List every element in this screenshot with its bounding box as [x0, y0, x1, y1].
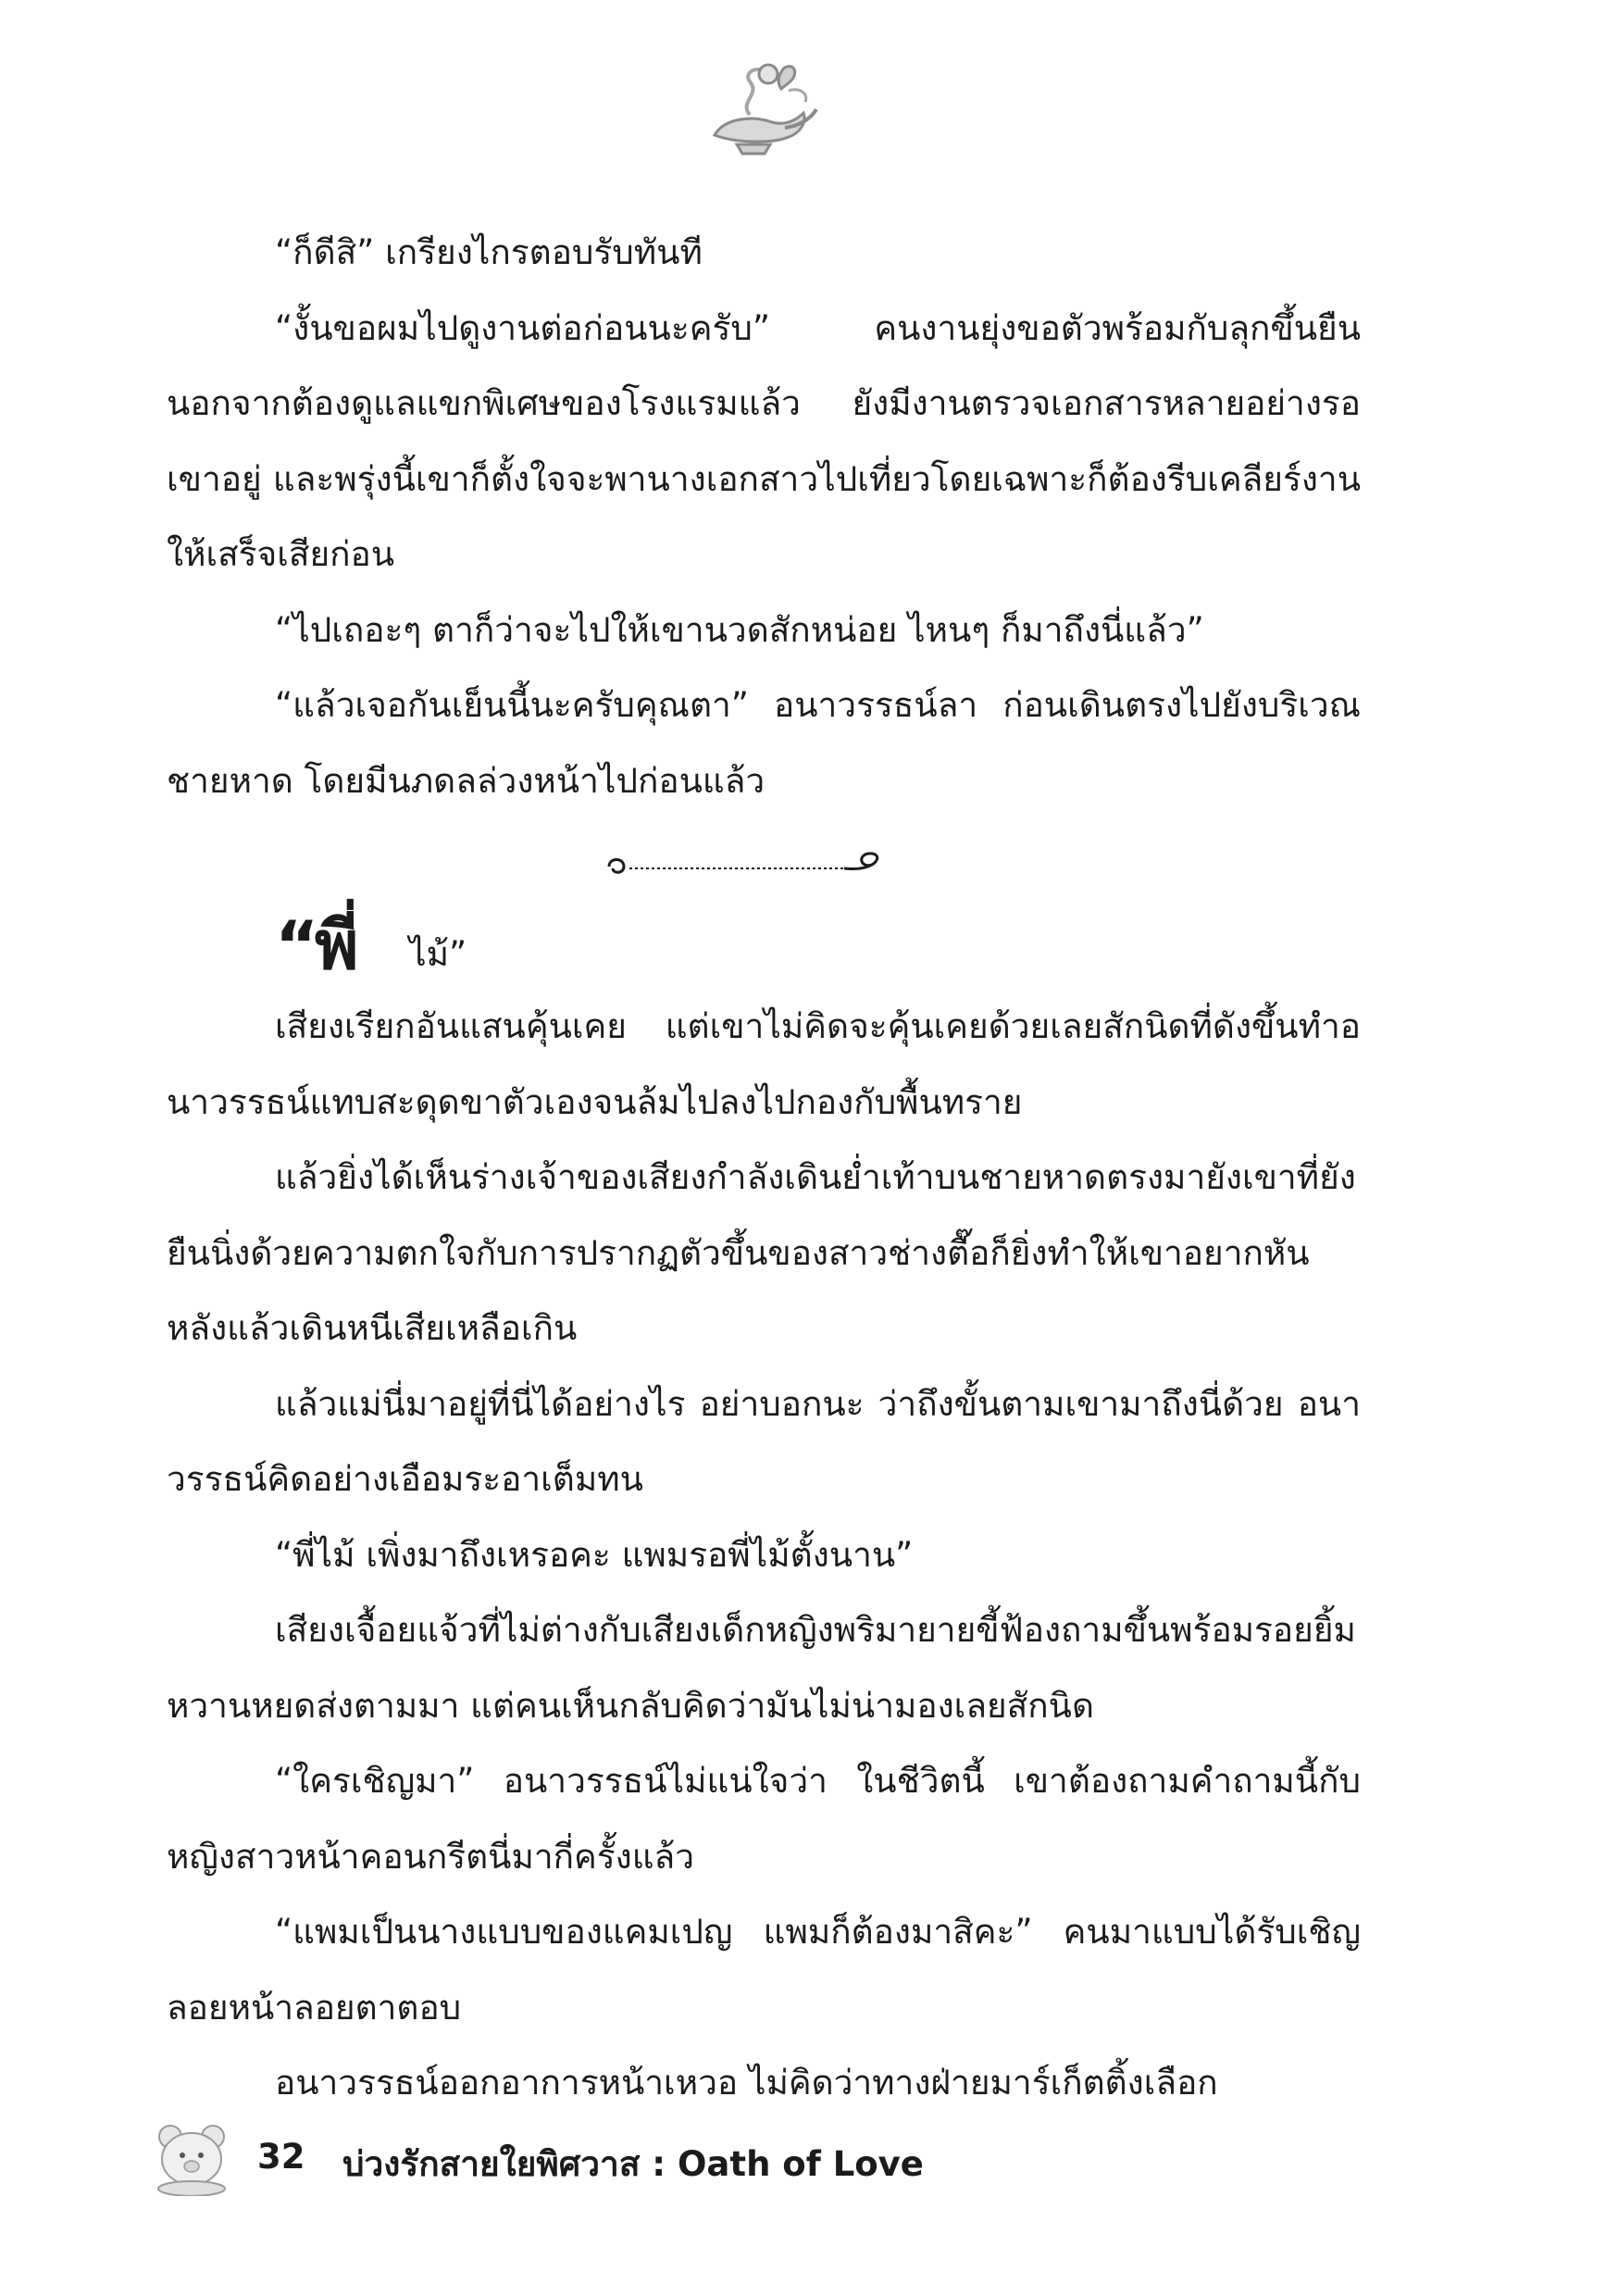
genie-lamp-icon: [696, 54, 826, 165]
paragraph: แล้วยิ่งได้เห็นร่างเจ้าของเสียงกำลังเดินย่ำเท้าบนชายหาดตรงมายังเขาที่ยังยืนนิ่งด้วยความตกใจกับการปรากฏตัวขึ้นของสาวช่างตื๊อก็ยิ่งทำให้เขาอยากหันหลังแล้วเดินหนีเสียเหลือเกิน: [167, 1157, 1356, 1348]
section-divider: [167, 818, 1361, 902]
paragraph: อนาวรรธน์ออกอาการหน้าเหวอ ไม่คิดว่าทางฝ่ายมาร์เก็ตติ้งเลือก: [275, 2063, 1218, 2103]
paragraph: เสียงเรียกอันแสนคุ้นเคย แต่เขาไม่คิดจะคุ้นเคยด้วยเลยสักนิดที่ดังขึ้นทำอนาวรรธน์แทบสะดุดขาตัวเองจนล้มไปลงไปกองกับพื้นทราย: [167, 1006, 1361, 1122]
paragraph: “พี่ไม้ เพิ่งมาถึงเหรอคะ แพมรอพี่ไม้ตั้งนาน”: [275, 1534, 914, 1575]
paragraph: เสียงเจื้อยแจ้วที่ไม่ต่างกับเสียงเด็กหญิงพริมายายขี้ฟ้องถามขึ้นพร้อมรอยยิ้มหวานหยดส่งตามมา แต่คนเห็นกลับคิดว่ามันไม่น่ามองเลยสักนิด: [167, 1610, 1356, 1726]
page-number: 32: [257, 2137, 305, 2177]
page-footer: [148, 2120, 1166, 2194]
paragraph: “แพมเป็นนางแบบของแคมเปญ แพมก็ต้องมาสิคะ” คนมาแบบได้รับเชิญลอยหน้าลอยตาตอบ: [167, 1912, 1361, 2028]
paragraph: “ใครเชิญมา” อนาวรรธน์ไม่แน่ใจว่า ในชีวิตนี้ เขาต้องถามคำถามนี้กับหญิงสาวหน้าคอนกรีตนี่มากี่ครั้งแล้ว: [167, 1761, 1361, 1877]
dropcap-remainder: ไม้”: [409, 934, 467, 974]
dropcap-line: [167, 902, 1361, 989]
paragraph: “ไปเถอะๆ ตาก็ว่าจะไปให้เขานวดสักหน่อย ไหนๆ ก็มาถึงนี่แล้ว”: [275, 609, 1204, 650]
swirl-divider-icon: [602, 846, 898, 883]
body-text: [167, 215, 1361, 2121]
paragraph: แล้วแม่นี่มาอยู่ที่นี่ได้อย่างไร อย่าบอกนะ ว่าถึงขั้นตามเขามาถึงนี่ด้วย อนาวรรธน์คิดอย่างเอือมระอาเต็มทน: [167, 1383, 1361, 1499]
paragraph: “งั้นขอผมไปดูงานต่อก่อนนะครับ” คนงานยุ่งขอตัวพร้อมกับลุกขึ้นยืน นอกจากต้องดูแลแขกพิเศษของโรงแรมแล้ว ยังมีงานตรวจเอกสารหลายอย่างรอเขาอยู่ และพรุ่งนี้เขาก็ตั้งใจจะพานางเอกสาวไปเที่ยวโดยเฉพาะก็ต้องรีบเคลียร์งานให้เสร็จเสียก่อน: [167, 307, 1361, 574]
dropcap-letter: พี่: [315, 906, 359, 984]
book-title: บ่วงรักสายใยพิศวาส : Oath of Love: [342, 2144, 924, 2184]
paragraph: “ก็ดีสิ” เกรียงไกรตอบรับทันที: [275, 232, 703, 272]
paragraph: “แล้วเจอกันเย็นนี้นะครับคุณตา” อนาวรรธน์ลา ก่อนเดินตรงไปยังบริเวณชายหาด โดยมีนภดลล่วงหน้าไปก่อนแล้ว: [167, 685, 1361, 801]
dropcap-open-quote: “: [275, 906, 319, 984]
teddy-bear-icon: [148, 2120, 237, 2196]
